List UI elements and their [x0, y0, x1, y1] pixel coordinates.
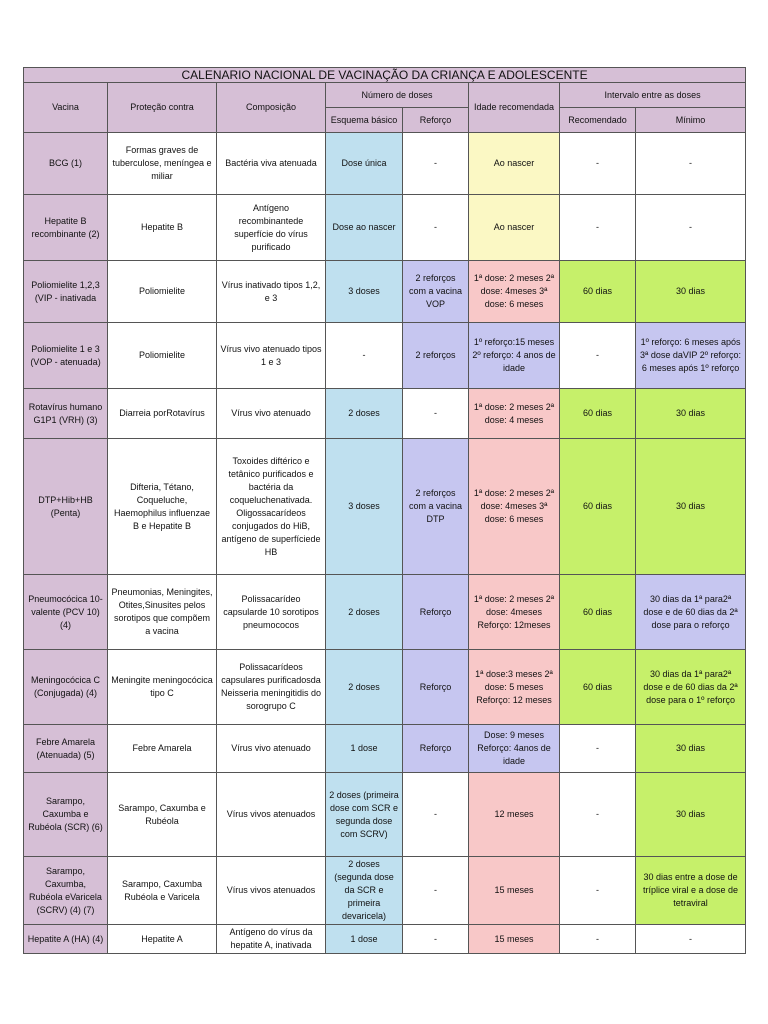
table-row	[24, 389, 746, 439]
cell-reforco: -	[403, 773, 469, 857]
cell-minimo: 30 dias entre a dose de tríplice viral e a dose de tetraviral	[636, 857, 746, 925]
table-row	[24, 575, 746, 650]
cell-vacina: Sarampo, Caxumba e Rubéola (SCR) (6)	[24, 773, 108, 857]
cell-composicao: Antígeno recombinantede superfície do vírus purificado	[217, 195, 326, 261]
cell-minimo: -	[636, 925, 746, 954]
cell-reforco: -	[403, 133, 469, 195]
cell-recomendado: 60 dias	[560, 575, 636, 650]
cell-idade: Ao nascer	[469, 133, 560, 195]
header-intervalo: Intervalo entre as doses	[560, 83, 746, 108]
cell-reforco: Reforço	[403, 725, 469, 773]
cell-protecao: Hepatite B	[108, 195, 217, 261]
cell-esquema: 3 doses	[326, 439, 403, 575]
cell-esquema: 2 doses (primeira dose com SCR e segunda dose com SCRV)	[326, 773, 403, 857]
table-row	[24, 773, 746, 857]
cell-composicao: Vírus vivos atenuados	[217, 857, 326, 925]
cell-composicao: Vírus vivo atenuado tipos 1 e 3	[217, 323, 326, 389]
cell-idade: 1ª dose: 2 meses 2ª dose: 4meses Reforço: 12meses	[469, 575, 560, 650]
cell-composicao: Vírus vivo atenuado	[217, 725, 326, 773]
cell-esquema: 2 doses	[326, 650, 403, 725]
cell-minimo: -	[636, 133, 746, 195]
table-row	[24, 650, 746, 725]
table-title: CALENARIO NACIONAL DE VACINAÇÃO DA CRIANÇA E ADOLESCENTE	[24, 68, 746, 83]
cell-reforco: Reforço	[403, 650, 469, 725]
cell-composicao: Vírus vivo atenuado	[217, 389, 326, 439]
cell-vacina: Poliomielite 1 e 3 (VOP - atenuada)	[24, 323, 108, 389]
cell-recomendado: -	[560, 133, 636, 195]
header-reforco: Reforço	[403, 108, 469, 133]
cell-recomendado: -	[560, 857, 636, 925]
cell-idade: 12 meses	[469, 773, 560, 857]
cell-minimo: 30 dias	[636, 261, 746, 323]
cell-vacina: BCG (1)	[24, 133, 108, 195]
header-esquema: Esquema básico	[326, 108, 403, 133]
header-vacina: Vacina	[24, 83, 108, 133]
cell-minimo: -	[636, 195, 746, 261]
cell-esquema: 2 doses	[326, 389, 403, 439]
cell-idade: 1ª dose: 2 meses 2ª dose: 4meses 3ª dose: 6 meses	[469, 261, 560, 323]
cell-recomendado: -	[560, 195, 636, 261]
cell-esquema: -	[326, 323, 403, 389]
cell-idade: 1ª dose: 2 meses 2ª dose: 4meses 3ª dose: 6 meses	[469, 439, 560, 575]
cell-reforco: 2 reforços	[403, 323, 469, 389]
cell-vacina: Febre Amarela (Atenuada) (5)	[24, 725, 108, 773]
cell-reforco: -	[403, 925, 469, 954]
table-row	[24, 925, 746, 954]
cell-vacina: DTP+Hib+HB (Penta)	[24, 439, 108, 575]
cell-idade: Dose: 9 meses Reforço: 4anos de idade	[469, 725, 560, 773]
cell-vacina: Hepatite B recombinante (2)	[24, 195, 108, 261]
cell-minimo: 30 dias da 1ª para2ª dose e de 60 dias da 2ª dose para o 1º reforço	[636, 650, 746, 725]
header-protecao: Proteção contra	[108, 83, 217, 133]
cell-composicao: Toxoides diftérico e tetânico purificados e bactéria da coqueluchenativada. Oligossacarídeos conjugados do HiB, antígeno de superfíciede HB	[217, 439, 326, 575]
cell-minimo: 30 dias	[636, 389, 746, 439]
cell-reforco: 2 reforços com a vacina VOP	[403, 261, 469, 323]
cell-protecao: Poliomielite	[108, 323, 217, 389]
cell-protecao: Pneumonias, Meningites, Otites,Sinusites pelos sorotipos que compõem a vacina	[108, 575, 217, 650]
cell-recomendado: -	[560, 773, 636, 857]
cell-recomendado: -	[560, 925, 636, 954]
cell-reforco: 2 reforços com a vacina DTP	[403, 439, 469, 575]
cell-idade: Ao nascer	[469, 195, 560, 261]
cell-vacina: Sarampo, Caxumba, Rubéola eVaricela (SCRV) (4) (7)	[24, 857, 108, 925]
cell-esquema: Dose única	[326, 133, 403, 195]
cell-composicao: Polissacarídeos capsulares purificadosda Neisseria meningitidis do sorogrupo C	[217, 650, 326, 725]
header-recomendado: Recomendado	[560, 108, 636, 133]
cell-protecao: Formas graves de tuberculose, meníngea e miliar	[108, 133, 217, 195]
cell-recomendado: -	[560, 323, 636, 389]
cell-idade: 15 meses	[469, 857, 560, 925]
cell-esquema: 2 doses	[326, 575, 403, 650]
cell-protecao: Poliomielite	[108, 261, 217, 323]
cell-protecao: Sarampo, Caxumba Rubéola e Varicela	[108, 857, 217, 925]
header-composicao: Composição	[217, 83, 326, 133]
cell-idade: 1ª dose: 2 meses 2ª dose: 4 meses	[469, 389, 560, 439]
cell-composicao: Polissacarídeo capsulardе 10 sorotipos pneumococos	[217, 575, 326, 650]
vaccination-calendar-table	[23, 67, 746, 954]
cell-minimo: 1º reforço: 6 meses após 3ª dose daVIP 2º reforço: 6 meses após 1º reforço	[636, 323, 746, 389]
cell-idade: 15 meses	[469, 925, 560, 954]
cell-esquema: Dose ao nascer	[326, 195, 403, 261]
cell-protecao: Febre Amarela	[108, 725, 217, 773]
cell-protecao: Diarreia porRotavírus	[108, 389, 217, 439]
cell-composicao: Antígeno do vírus da hepatite A, inativada	[217, 925, 326, 954]
table-row	[24, 323, 746, 389]
cell-protecao: Meningite meningocócica tipo C	[108, 650, 217, 725]
header-minimo: Mínimo	[636, 108, 746, 133]
table-row	[24, 439, 746, 575]
cell-vacina: Poliomielite 1,2,3 (VIP - inativada	[24, 261, 108, 323]
cell-recomendado: 60 dias	[560, 261, 636, 323]
cell-vacina: Rotavírus humano G1P1 (VRH) (3)	[24, 389, 108, 439]
cell-reforco: -	[403, 389, 469, 439]
cell-minimo: 30 dias	[636, 725, 746, 773]
cell-reforco: -	[403, 857, 469, 925]
cell-esquema: 3 doses	[326, 261, 403, 323]
cell-esquema: 1 dose	[326, 925, 403, 954]
cell-minimo: 30 dias da 1ª para2ª dose e de 60 dias da 2ª dose para o reforço	[636, 575, 746, 650]
cell-recomendado: -	[560, 725, 636, 773]
cell-esquema: 2 doses (segunda dose da SCR e primeira devaricela)	[326, 857, 403, 925]
cell-recomendado: 60 dias	[560, 439, 636, 575]
table-row	[24, 857, 746, 925]
cell-recomendado: 60 dias	[560, 389, 636, 439]
cell-vacina: Meningocócica C (Conjugada) (4)	[24, 650, 108, 725]
cell-esquema: 1 dose	[326, 725, 403, 773]
cell-idade: 1ª dose:3 meses 2ª dose: 5 meses Reforço: 12 meses	[469, 650, 560, 725]
table-row	[24, 261, 746, 323]
cell-vacina: Pneumocócica 10- valente (PCV 10) (4)	[24, 575, 108, 650]
cell-protecao: Hepatite A	[108, 925, 217, 954]
cell-composicao: Bactéria viva atenuada	[217, 133, 326, 195]
cell-composicao: Vírus vivos atenuados	[217, 773, 326, 857]
table-row	[24, 195, 746, 261]
cell-reforco: Reforço	[403, 575, 469, 650]
header-idade: Idade recomendada	[469, 83, 560, 133]
cell-minimo: 30 dias	[636, 773, 746, 857]
cell-idade: 1º reforço:15 meses 2º reforço: 4 anos de idade	[469, 323, 560, 389]
cell-protecao: Difteria, Tétano, Coqueluche, Haemophilus influenzae B e Hepatite B	[108, 439, 217, 575]
cell-minimo: 30 dias	[636, 439, 746, 575]
table-row	[24, 133, 746, 195]
table-row	[24, 725, 746, 773]
cell-recomendado: 60 dias	[560, 650, 636, 725]
header-numero-doses: Número de doses	[326, 83, 469, 108]
cell-vacina: Hepatite A (HA) (4)	[24, 925, 108, 954]
cell-reforco: -	[403, 195, 469, 261]
cell-protecao: Sarampo, Caxumba e Rubéola	[108, 773, 217, 857]
cell-composicao: Vírus inativado tipos 1,2, e 3	[217, 261, 326, 323]
